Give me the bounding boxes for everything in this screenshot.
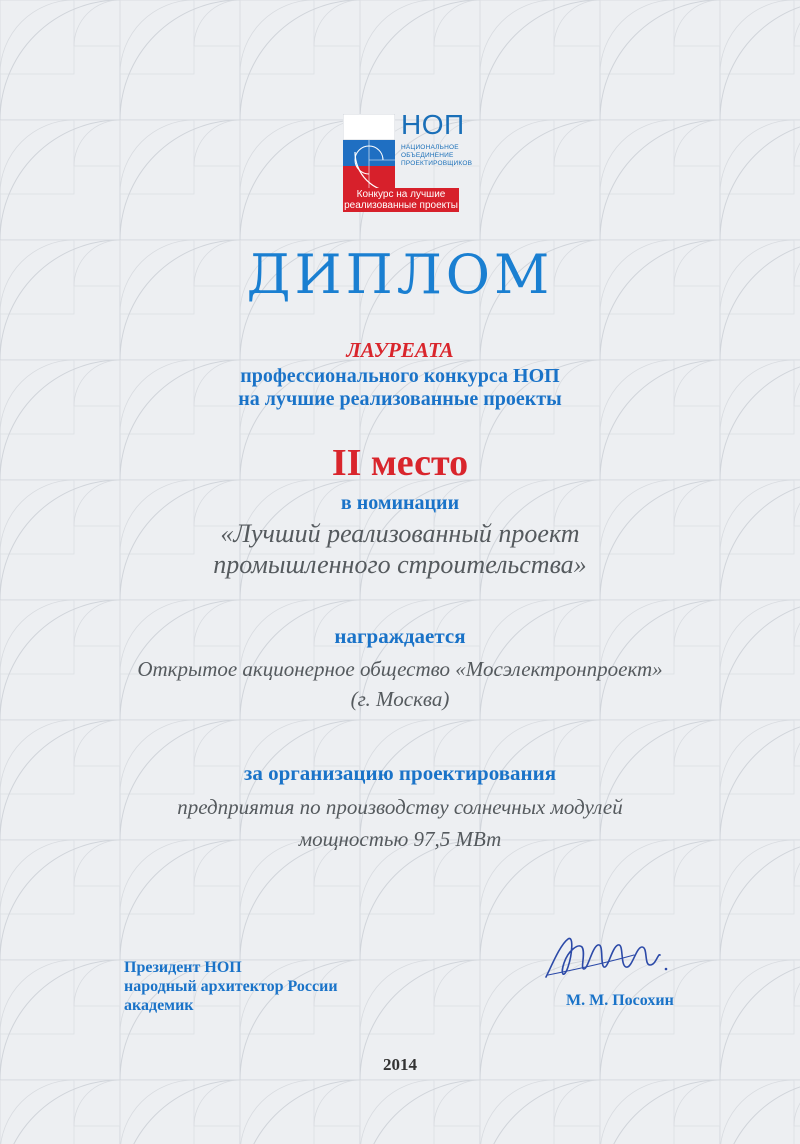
nomination-line-1: «Лучший реализованный проект [220,519,580,548]
year: 2014 [383,1055,417,1074]
logo-contest-band [343,188,459,212]
logo-sub-line: ПРОЕКТИРОВЩИКОВ [401,160,473,167]
position-line: народный архитектор России [124,978,338,995]
handwritten-signature [538,925,678,990]
diploma-title: ДИПЛОМ [246,243,554,306]
logo-subtitle [401,144,473,168]
signatory-position [124,958,338,1015]
reason-label: за организацию проектирования [243,761,557,785]
nomination-line-2: промышленного строительства» [213,550,587,579]
signer-name: М. М. Посохин [566,992,674,1009]
logo-band-line: реализованные проекты [344,200,458,211]
logo-sub-line: НАЦИОНАЛЬНОЕ [401,144,459,151]
awardee-city: (г. Москва) [350,687,450,711]
awarded-label: награждается [334,624,466,648]
contest-line-2: на лучшие реализованные проекты [238,388,562,410]
nop-logo [343,109,473,211]
laureate-label: ЛАУРЕАТА [346,338,454,362]
nomination-label: в номинации [340,492,460,514]
logo-band-line: Конкурс на лучшие [356,189,446,200]
logo-sub-line: ОБЪЕДИНЕНИЕ [401,152,454,159]
logo-abbreviation: НОП [401,109,465,140]
position-line: Президент НОП [124,959,242,976]
position-line: академик [124,997,194,1014]
place-heading: II место [331,442,469,484]
flag-logo-icon [343,114,395,192]
reason-line-1: предприятия по производству солнечных модулей [177,795,623,819]
contest-line-1: профессионального конкурса НОП [240,365,560,387]
reason-line-2: мощностью 97,5 МВт [298,827,502,851]
awardee-organization: Открытое акционерное общество «Мосэлектронпроект» [137,657,663,681]
